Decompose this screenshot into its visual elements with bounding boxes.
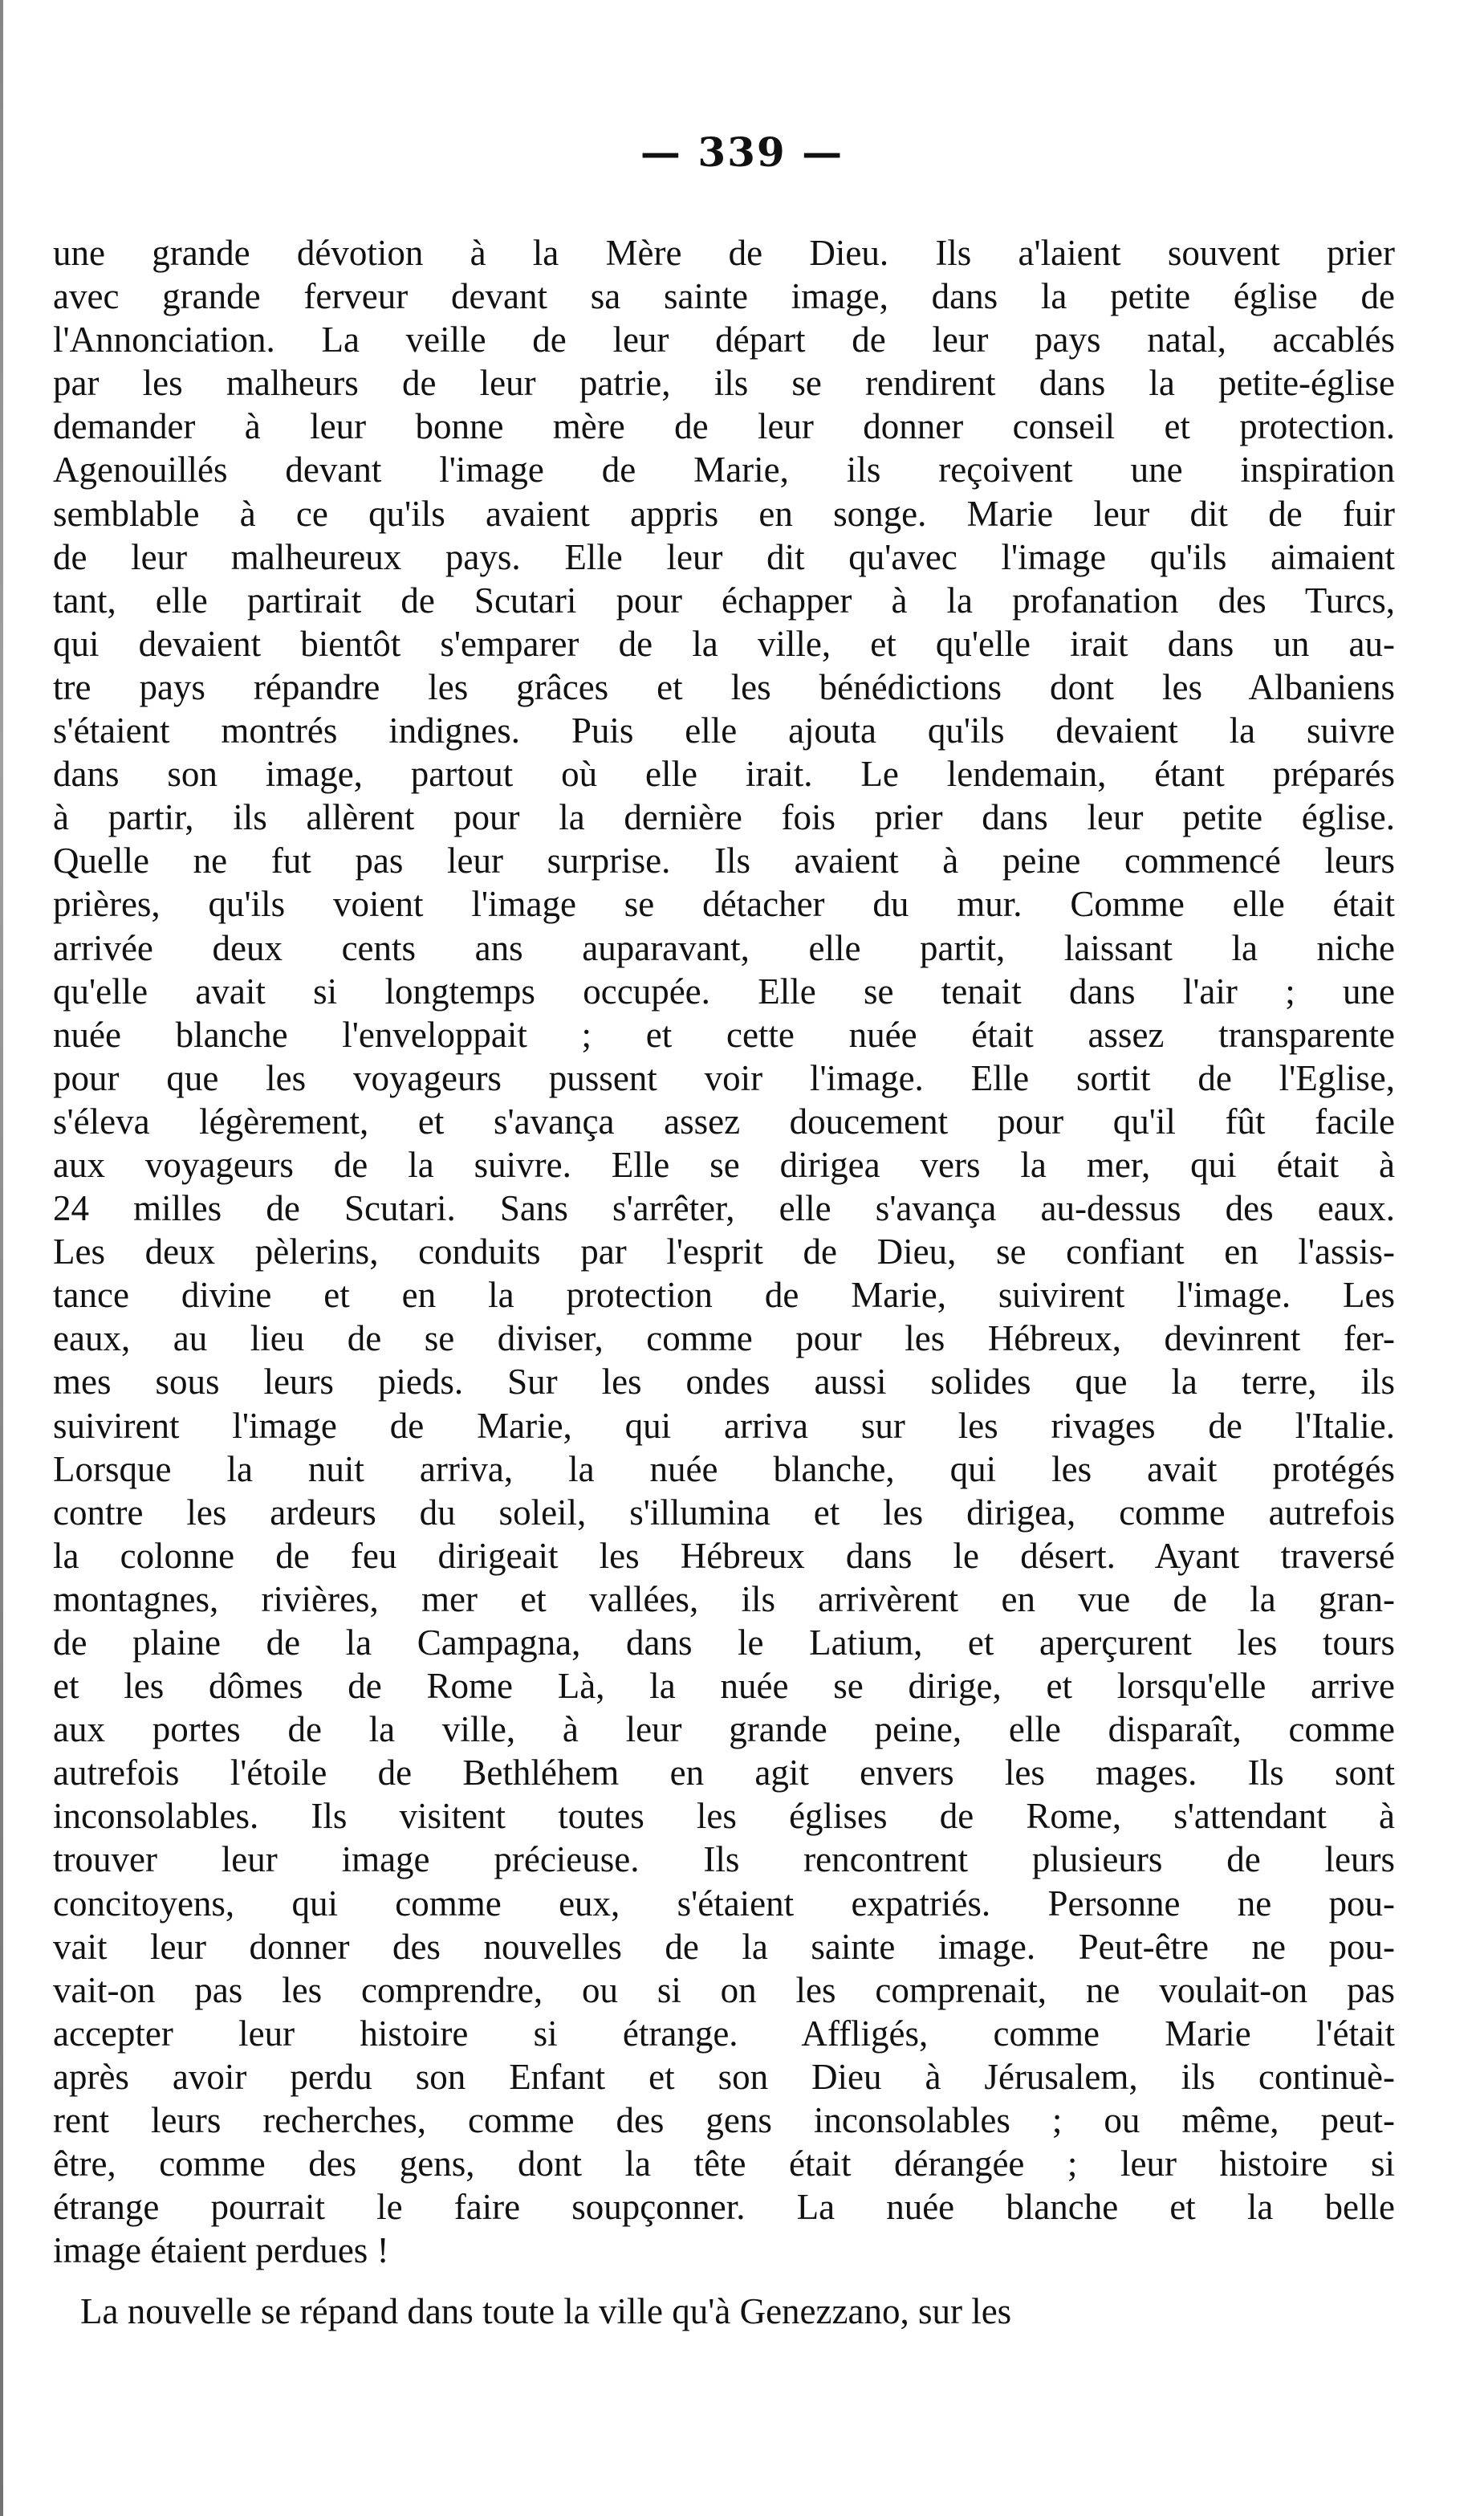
text-line: à partir, ils allèrent pour la dernière fois prier dans leur petite église.: [53, 797, 1395, 838]
text-line: tre pays répandre les grâces et les bénédictions dont les Albaniens: [53, 666, 1395, 707]
text-line: après avoir perdu son Enfant et son Dieu à Jérusalem, ils continuè-: [53, 2056, 1395, 2097]
text-line: 24 milles de Scutari. Sans s'arrêter, elle s'avança au-dessus des eaux.: [53, 1188, 1395, 1229]
page-number: — 339 —: [640, 128, 844, 176]
text-line: semblable à ce qu'ils avaient appris en songe. Marie leur dit de fuir: [53, 493, 1395, 534]
text-line: pour que les voyageurs pussent voir l'image. Elle sortit de l'Eglise,: [53, 1057, 1395, 1098]
text-line: prières, qu'ils voient l'image se détacher du mur. Comme elle était: [53, 884, 1395, 925]
text-line: Agenouillés devant l'image de Marie, ils reçoivent une inspiration: [53, 450, 1395, 491]
text-line: de leur malheureux pays. Elle leur dit qu'avec l'image qu'ils aimaient: [53, 536, 1395, 577]
text-line: la colonne de feu dirigeait les Hébreux dans le désert. Ayant traversé: [53, 1535, 1395, 1576]
text-line: aux voyageurs de la suivre. Elle se dirigea vers la mer, qui était à: [53, 1144, 1395, 1185]
text-line: tance divine et en la protection de Marie, suivirent l'image. Les: [53, 1275, 1395, 1316]
text-line: par les malheurs de leur patrie, ils se rendirent dans la petite-église: [53, 363, 1395, 404]
text-line: La nouvelle se répand dans toute la ville qu'à Genezzano, sur les: [80, 2291, 1012, 2332]
text-line: contre les ardeurs du soleil, s'illumina et les dirigea, comme autrefois: [53, 1492, 1395, 1533]
text-line: s'étaient montrés indignes. Puis elle ajouta qu'ils devaient la suivre: [53, 710, 1395, 751]
text-line: arrivée deux cents ans auparavant, elle partit, laissant la niche: [53, 927, 1395, 968]
text-line: être, comme des gens, dont la tête était dérangée ; leur histoire si: [53, 2143, 1395, 2184]
text-line: Les deux pèlerins, conduits par l'esprit de Dieu, se confiant en l'assis-: [53, 1232, 1395, 1272]
text-line: montagnes, rivières, mer et vallées, ils arrivèrent en vue de la gran-: [53, 1578, 1395, 1619]
text-line: de plaine de la Campagna, dans le Latium, et aperçurent les tours: [53, 1622, 1395, 1663]
text-line: trouver leur image précieuse. Ils rencontrent plusieurs de leurs: [53, 1839, 1395, 1880]
text-line: accepter leur histoire si étrange. Affligés, comme Marie l'était: [53, 2013, 1395, 2054]
text-line: qui devaient bientôt s'emparer de la ville, et qu'elle irait dans un au-: [53, 623, 1395, 664]
text-line: vait leur donner des nouvelles de la sainte image. Peut-être ne pou-: [53, 1926, 1395, 1967]
text-line: qu'elle avait si longtemps occupée. Elle se tenait dans l'air ; une: [53, 971, 1395, 1012]
text-line: aux portes de la ville, à leur grande peine, elle disparaît, comme: [53, 1709, 1395, 1750]
text-line: suivirent l'image de Marie, qui arriva sur les rivages de l'Italie.: [53, 1405, 1395, 1446]
text-line: mes sous leurs pieds. Sur les ondes aussi solides que la terre, ils: [53, 1362, 1395, 1403]
text-line: inconsolables. Ils visitent toutes les églises de Rome, s'attendant à: [53, 1796, 1395, 1837]
text-line: concitoyens, qui comme eux, s'étaient expatriés. Personne ne pou-: [53, 1883, 1395, 1924]
text-line: une grande dévotion à la Mère de Dieu. Ils a'laient souvent prier: [53, 233, 1395, 273]
text-line: eaux, au lieu de se diviser, comme pour les Hébreux, devinrent fer-: [53, 1318, 1395, 1359]
text-line: s'éleva légèrement, et s'avança assez doucement pour qu'il fût facile: [53, 1101, 1395, 1142]
text-line: l'Annonciation. La veille de leur départ de leur pays natal, accablés: [53, 320, 1395, 360]
text-line: Quelle ne fut pas leur surprise. Ils avaient à peine commencé leurs: [53, 841, 1395, 881]
text-line: rent leurs recherches, comme des gens inconsolables ; ou même, peut-: [53, 2100, 1395, 2141]
text-line: dans son image, partout où elle irait. Le lendemain, étant préparés: [53, 754, 1395, 795]
text-line: et les dômes de Rome Là, la nuée se dirige, et lorsqu'elle arrive: [53, 1666, 1395, 1707]
text-line: tant, elle partirait de Scutari pour échapper à la profanation des Turcs,: [53, 580, 1395, 621]
text-line: image étaient perdues !: [53, 2230, 389, 2271]
text-line: vait-on pas les comprendre, ou si on les comprenait, ne voulait-on pas: [53, 1969, 1395, 2010]
body-text: [53, 231, 1395, 2334]
text-line: demander à leur bonne mère de leur donner conseil et protection.: [53, 406, 1395, 447]
text-line: avec grande ferveur devant sa sainte image, dans la petite église de: [53, 276, 1395, 317]
paragraph: [53, 2290, 1395, 2333]
paragraph-spacer: [53, 2272, 1395, 2290]
text-line: nuée blanche l'enveloppait ; et cette nuée était assez transparente: [53, 1014, 1395, 1055]
text-line: étrange pourrait le faire soupçonner. La nuée blanche et la belle: [53, 2187, 1395, 2228]
text-line: autrefois l'étoile de Bethléhem en agit envers les mages. Ils sont: [53, 1753, 1395, 1793]
paragraph: [53, 231, 1395, 2272]
text-line: Lorsque la nuit arriva, la nuée blanche, qui les avait protégés: [53, 1448, 1395, 1489]
page-edge-shadow: [0, 0, 3, 2516]
